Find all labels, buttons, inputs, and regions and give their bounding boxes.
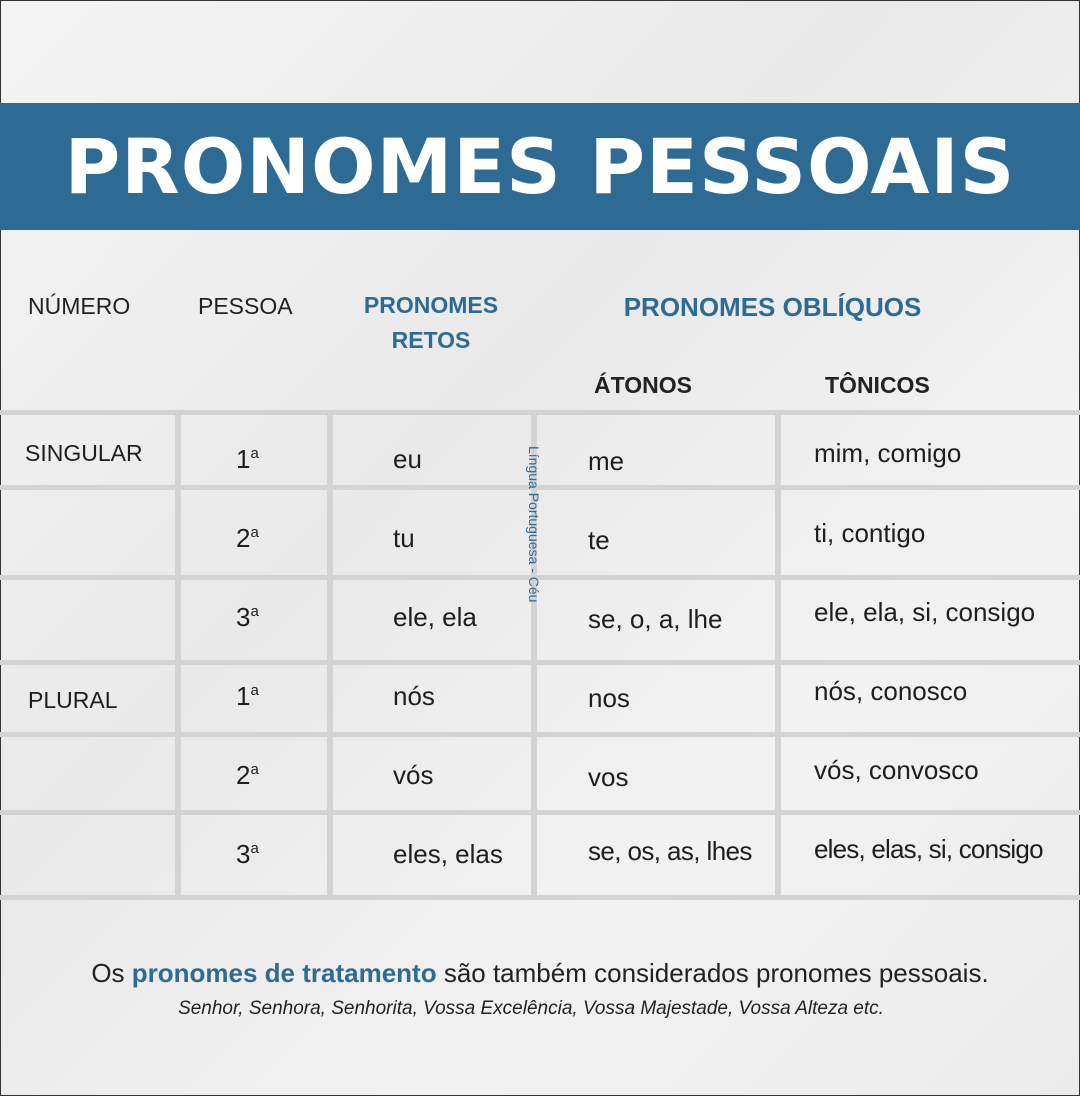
table-row-person: 2$^a$ — [236, 523, 259, 553]
footer-prefix: Os — [91, 958, 132, 988]
table-row-reto: eu — [393, 444, 422, 474]
title-banner — [0, 103, 1080, 230]
grid-line — [327, 410, 333, 900]
header-tonicos: TÔNICOS — [825, 372, 930, 398]
table-row-atono: vos — [588, 762, 629, 792]
table-row-reto: tu — [393, 523, 415, 553]
header-retos — [350, 292, 512, 354]
group-plural: PLURAL — [28, 687, 118, 713]
table-row-tonico: eles, elas, si, consigo — [814, 834, 1043, 864]
group-singular: SINGULAR — [25, 440, 143, 466]
grid-line — [175, 410, 181, 900]
table-row-tonico: mim, comigo — [814, 438, 962, 468]
header-obliquos: PRONOMES OBLÍQUOS — [623, 292, 922, 322]
header-retos-line1: PRONOMES — [363, 292, 499, 318]
table-row-atono: nos — [588, 683, 630, 713]
header-numero: NÚMERO — [28, 293, 131, 319]
grid-line — [0, 732, 1080, 737]
grid-line — [0, 810, 1080, 815]
table-row-atono: se, os, as, lhes — [588, 836, 752, 866]
table-row-reto: nós — [393, 681, 435, 711]
table-row-atono: te — [588, 525, 610, 555]
table-row-tonico: vós, convosco — [814, 755, 979, 785]
table-row-tonico: ele, ela, si, consigo — [814, 597, 1036, 627]
watermark-credit: Língua Portuguesa - Céu — [526, 446, 542, 603]
table-row-atono: me — [588, 446, 625, 476]
table-row-atono: se, o, a, lhe — [588, 604, 723, 634]
table-row-person: 2$^a$ — [236, 760, 259, 790]
grid-line — [775, 410, 781, 900]
header-pessoa: PESSOA — [198, 293, 293, 319]
table-row-person: 3$^a$ — [236, 839, 259, 869]
grid-line — [0, 410, 1080, 415]
header-atonos: ÁTONOS — [594, 372, 692, 398]
header-retos-line2: RETOS — [391, 327, 471, 353]
table-row-tonico: ti, contigo — [814, 518, 926, 548]
page-title: PRONOMES PESSOAIS — [64, 122, 1016, 211]
table-row-person: 1$^a$ — [236, 681, 259, 711]
footer-suffix: são também considerados pronomes pessoais. — [436, 958, 989, 988]
grid-line — [0, 660, 1080, 665]
footer-note — [0, 958, 1080, 989]
table-row-reto: vós — [393, 760, 434, 790]
table-row-person: 1$^a$ — [236, 444, 259, 474]
table-row-tonico: nós, conosco — [814, 676, 968, 706]
grid-line — [0, 895, 1080, 900]
footer-examples: Senhor, Senhora, Senhorita, Vossa Excelência, Vossa Majestade, Vossa Alteza etc. — [178, 998, 884, 1019]
table-row-reto: ele, ela — [393, 602, 477, 632]
table-row-person: 3$^a$ — [236, 602, 259, 632]
footer-highlight: pronomes de tratamento — [131, 958, 437, 988]
table-row-reto: eles, elas — [393, 839, 503, 869]
